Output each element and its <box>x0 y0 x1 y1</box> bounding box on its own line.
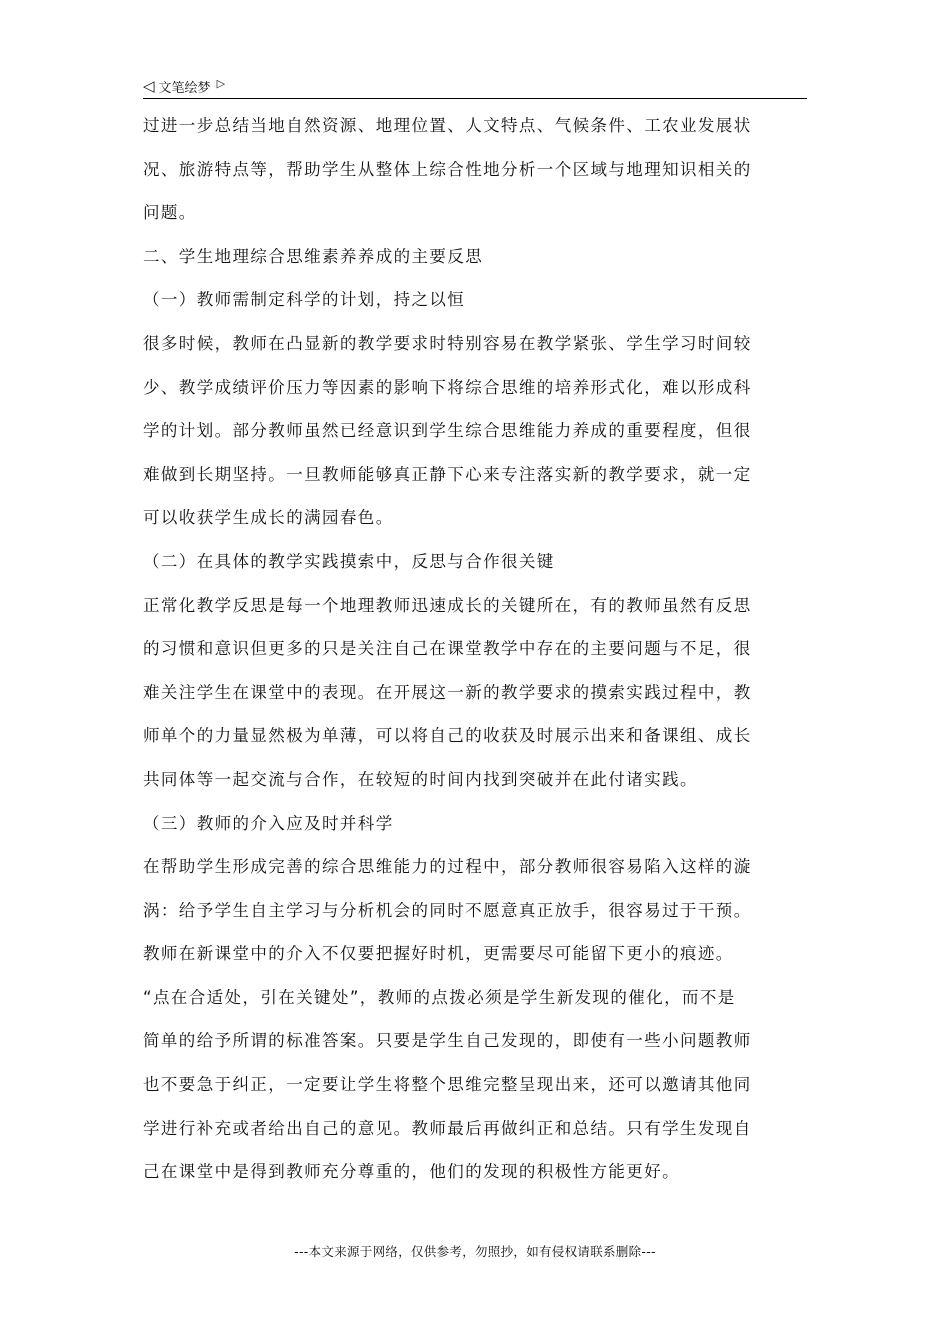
text-line: 涡：给予学生自主学习与分析机会的同时不愿意真正放手，很容易过于干预。 <box>143 900 752 920</box>
text-line: 难关注学生在课堂中的表现。在开展这一新的教学要求的摸索实践过程中，教 <box>143 682 752 702</box>
subsection-heading: （一）教师需制定科学的计划，持之以恒 <box>143 290 466 310</box>
page-header <box>143 74 807 99</box>
text-line: 过进一步总结当地自然资源、地理位置、人文特点、气候条件、工农业发展状 <box>143 116 752 135</box>
text-line: 少、教学成绩评价压力等因素的影响下将综合思维的培养形式化，难以形成科 <box>143 377 752 397</box>
subsection-heading: （三）教师的介入应及时并科学 <box>143 813 394 833</box>
right-triangle-icon: ▷ <box>216 76 226 90</box>
text-line: 很多时候，教师在凸显新的教学要求时特别容易在教学紧张、学生学习时间较 <box>143 333 752 353</box>
header-brand: 文笔绘梦 <box>158 80 211 96</box>
text-line: 共同体等一起交流与合作，在较短的时间内找到突破并在此付诸实践。 <box>143 769 698 789</box>
text-line: 难做到长期坚持。一旦教师能够真正静下心来专注落实新的教学要求，就一定 <box>143 464 752 484</box>
left-triangle-icon: ◁ <box>143 76 155 95</box>
text-line: 学进行补充或者给出自己的意见。教师最后再做纠正和总结。只有学生发现自 <box>143 1118 752 1138</box>
text-line: 己在课堂中是得到教师充分尊重的，他们的发现的积极性方能更好。 <box>143 1162 680 1182</box>
text-line: 的习惯和意识但更多的只是关注自己在课堂教学中存在的主要问题与不足，很 <box>143 639 752 659</box>
text-line: 简单的给予所谓的标准答案。只要是学生自己发现的，即使有一些小问题教师 <box>143 1031 752 1051</box>
text-line: 在帮助学生形成完善的综合思维能力的过程中，部分教师很容易陷入这样的漩 <box>143 857 752 877</box>
text-line: 正常化教学反思是每一个地理教师迅速成长的关键所在，有的教师虽然有反思 <box>143 595 752 615</box>
text-line: 可以收获学生成长的满园春色。 <box>143 508 394 528</box>
text-line: 学的计划。部分教师虽然已经意识到学生综合思维能力养成的重要程度，但很 <box>143 421 752 441</box>
text-line: 师单个的力量显然极为单薄，可以将自己的收获及时展示出来和备课组、成长 <box>143 726 752 746</box>
text-line: 况、旅游特点等，帮助学生从整体上综合性地分析一个区域与地理知识相关的 <box>143 159 752 179</box>
text-line: “点在合适处，引在关键处”，教师的点拨必须是学生新发现的催化，而不是 <box>143 987 736 1007</box>
text-line: 问题。 <box>143 203 197 223</box>
document-body <box>143 104 807 1194</box>
page-footer: ---本文来源于网络，仅供参考，勿照抄，如有侵权请联系删除--- <box>294 1244 656 1259</box>
text-line: 也不要急于纠正，一定要让学生将整个思维完整呈现出来，还可以邀请其他同 <box>143 1075 752 1095</box>
section-heading: 二、学生地理综合思维素养养成的主要反思 <box>143 246 484 266</box>
text-line: 教师在新课堂中的介入不仅要把握好时机，更需要尽可能留下更小的痕迹。 <box>143 944 734 964</box>
subsection-heading: （二）在具体的教学实践摸索中，反思与合作很关键 <box>143 551 555 571</box>
